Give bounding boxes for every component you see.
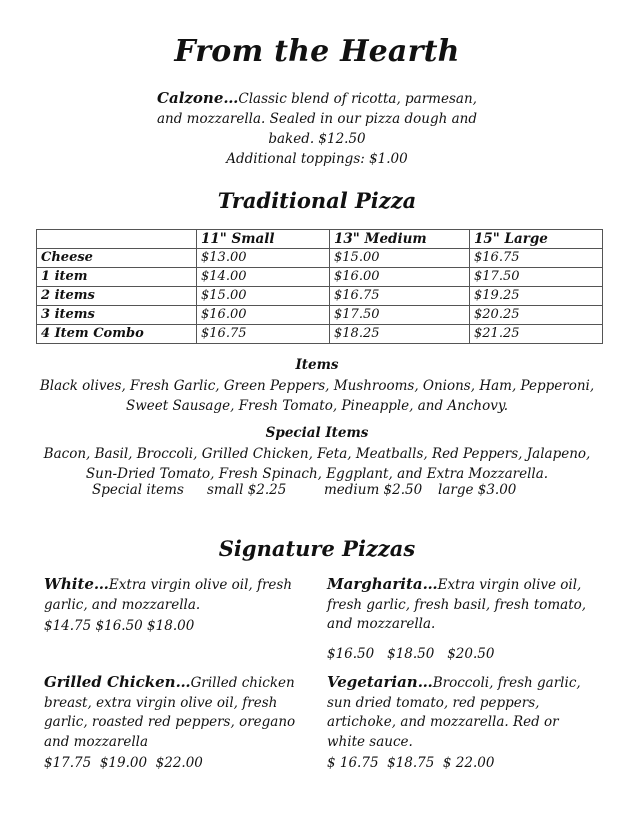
special-items-label: Special items bbox=[92, 482, 184, 498]
row-label: 2 items bbox=[37, 287, 197, 306]
items-list: Black olives, Fresh Garlic, Green Peppers, Mushrooms, Onions, Ham, Pepperoni, Sweet Sausage, Fresh Tomato, Pineapple, and Anchovy. bbox=[39, 378, 595, 414]
row-label: 1 item bbox=[37, 268, 197, 287]
price-medium: $15.00 bbox=[330, 249, 470, 268]
price-small: $13.00 bbox=[197, 249, 330, 268]
price-medium: $16.00 bbox=[330, 268, 470, 287]
table-header-medium: 13" Medium bbox=[330, 230, 470, 249]
special-price-large: large $3.00 bbox=[438, 482, 517, 498]
price-small: $14.00 bbox=[197, 268, 330, 287]
pizza-prices: $17.75 $19.00 $22.00 bbox=[44, 755, 203, 771]
signature-margharita bbox=[327, 575, 597, 664]
special-price-small: small $2.25 bbox=[207, 482, 287, 498]
pizza-name: Grilled Chicken… bbox=[44, 673, 191, 691]
price-large: $21.25 bbox=[470, 325, 603, 344]
price-small: $16.75 bbox=[197, 325, 330, 344]
price-medium: $16.75 bbox=[330, 287, 470, 306]
price-small: $15.00 bbox=[197, 287, 330, 306]
price-large: $20.25 bbox=[470, 306, 603, 325]
price-medium: $17.50 bbox=[330, 306, 470, 325]
table-row bbox=[37, 287, 603, 306]
row-label: 3 items bbox=[37, 306, 197, 325]
pizza-name: White… bbox=[44, 575, 109, 593]
calzone-description: Classic blend of ricotta, parmesan, and mozzarella. Sealed in our pizza dough and baked. $12.50 bbox=[157, 91, 477, 147]
calzone-section bbox=[150, 88, 484, 169]
pizza-description: Extra virgin olive oil, fresh garlic, fresh basil, fresh tomato, and mozzarella. bbox=[327, 577, 587, 632]
price-small: $16.00 bbox=[197, 306, 330, 325]
page-title: From the Hearth bbox=[174, 34, 460, 69]
table-row bbox=[37, 249, 603, 268]
row-label: 4 Item Combo bbox=[37, 325, 197, 344]
price-large: $16.75 bbox=[470, 249, 603, 268]
special-price-medium: medium $2.50 bbox=[324, 482, 423, 498]
calzone-toppings: Additional toppings: $1.00 bbox=[226, 151, 408, 167]
pizza-description: Grilled chicken breast, extra virgin olive oil, fresh garlic, roasted red peppers, oregano and mozzarella bbox=[44, 675, 296, 750]
table-header-cell bbox=[37, 230, 197, 249]
pizza-description: Broccoli, fresh garlic, sun dried tomato, red peppers, artichoke, and mozzarella. Red or white sauce. bbox=[327, 675, 581, 750]
pizza-prices: $16.50 $18.50 $20.50 bbox=[327, 645, 495, 662]
signature-grilled-chicken bbox=[44, 673, 320, 774]
table-row bbox=[37, 325, 603, 344]
special-items-heading: Special Items bbox=[265, 425, 369, 441]
signature-pizzas-heading: Signature Pizzas bbox=[218, 536, 416, 561]
pizza-name: Vegetarian… bbox=[327, 673, 433, 691]
signature-white bbox=[44, 575, 316, 637]
table-row bbox=[37, 306, 603, 325]
pizza-name: Margharita… bbox=[327, 575, 438, 593]
items-heading: Items bbox=[295, 357, 339, 373]
signature-vegetarian bbox=[327, 673, 597, 774]
pizza-prices: $14.75 $16.50 $18.00 bbox=[44, 618, 195, 634]
table-row bbox=[37, 268, 603, 287]
table-header-large: 15" Large bbox=[470, 230, 603, 249]
price-large: $17.50 bbox=[470, 268, 603, 287]
table-header-small: 11" Small bbox=[197, 230, 330, 249]
price-medium: $18.25 bbox=[330, 325, 470, 344]
traditional-pizza-heading: Traditional Pizza bbox=[217, 188, 417, 213]
traditional-price-table bbox=[36, 229, 603, 344]
special-items-list: Bacon, Basil, Broccoli, Grilled Chicken, Feta, Meatballs, Red Peppers, Jalapeno, Sun-Dried Tomato, Fresh Spinach, Eggplant, and Extra Mozzarella. bbox=[43, 446, 591, 482]
pizza-description: Extra virgin olive oil, fresh garlic, and mozzarella. bbox=[44, 577, 293, 613]
pizza-prices: $ 16.75 $18.75 $ 22.00 bbox=[327, 755, 495, 771]
table-header-row bbox=[37, 230, 603, 249]
price-large: $19.25 bbox=[470, 287, 603, 306]
row-label: Cheese bbox=[37, 249, 197, 268]
calzone-name: Calzone… bbox=[157, 89, 239, 107]
